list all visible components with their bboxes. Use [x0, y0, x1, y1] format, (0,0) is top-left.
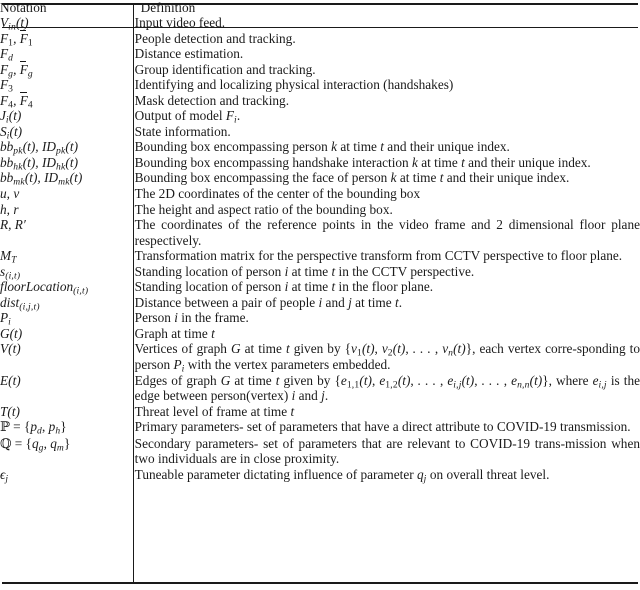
notation-cell-floor-location: floorLocation$_{(i,t)}$: [0, 279, 89, 297]
table-row: [0, 155, 640, 171]
definition-cell-r-rprime: The coordinates of the reference points in the video frame and 2 dimensional floor plane respectively.: [134, 217, 640, 248]
notation-cell-e-t: E(t): [0, 372, 21, 388]
definition-cell-floor-location: Standing location of person i at time t in the floor plane.: [134, 279, 434, 295]
definition-cell-v-t: Vertices of graph G at time t given by {$v_1(t)$, $v_2(t)$, . . . , $v_n(t)$}, each vertex corre‐sponding to person $P_i$ with the vertex parameters embedded.: [134, 341, 640, 375]
definition-cell-dist: Distance between a pair of people i and j at time t.: [134, 294, 403, 310]
definition-cell-si: State information.: [134, 123, 231, 139]
notation-cell-bb-pk: $bb_{pk}(t)$, $ID_{pk}(t)$: [0, 139, 78, 158]
definition-cell-mt: Transformation matrix for the perspective transform from CCTV perspective to floor plane.: [134, 248, 623, 264]
notation-cell-primary-params: ℙ = {$p_d$, $p_h$}: [0, 419, 67, 437]
definition-cell-secondary-params: Secondary parameters- set of parameters that are relevant to COVID-19 trans‐mission when two individuals are in close proximity.: [134, 435, 640, 467]
definition-cell-s-it: Standing location of person i at time t in the CCTV perspective.: [134, 263, 475, 279]
notation-cell-f3: $F_3$: [0, 77, 14, 95]
definition-cell-f1: People detection and tracking.: [134, 30, 296, 46]
table-row: [0, 93, 640, 109]
definition-cell-ji: Output of model $F_i$.: [134, 108, 241, 126]
notation-cell-pi: $P_i$: [0, 310, 11, 329]
table-row: [0, 326, 640, 342]
definition-cell-f3: Identifying and localizing physical interaction (handshakes): [134, 77, 454, 93]
table-row: [0, 419, 640, 436]
definition-cell-epsilon-j: Tuneable parameter dictating influence of parameter $q_j$ on overall threat level.: [134, 466, 550, 485]
notation-cell-fg: $F_g$, $F_g$: [0, 61, 33, 80]
table-row: [0, 467, 640, 483]
definition-cell-g-t: Graph at time t: [134, 325, 215, 341]
notation-cell-dist: dist$_{(i,j,t)}$: [0, 294, 40, 313]
notation-cell-r-rprime: R, R′: [0, 217, 26, 233]
notation-cell-h-r: h, r: [0, 201, 19, 217]
notation-cell-epsilon-j: $\epsilon_j$: [0, 466, 9, 485]
notation-cell-bb-mk: $bb_{mk}(t)$, $ID_{mk}(t)$: [0, 170, 83, 189]
table-row: [0, 404, 640, 420]
notation-cell-u-v: u, v: [0, 186, 20, 202]
definition-cell-u-v: The 2D coordinates of the center of the bounding box: [134, 186, 421, 202]
definition-cell-f4: Mask detection and tracking.: [134, 92, 290, 108]
table-row: [0, 46, 640, 62]
definition-cell-bb-mk: Bounding box encompassing the face of person k at time t and their unique index.: [134, 170, 570, 186]
definition-cell-bb-pk: Bounding box encompassing person k at time t and their unique index.: [134, 139, 510, 155]
table-row: [0, 62, 640, 78]
notation-cell-bb-hk: $bb_{hk}(t)$, $ID_{hk}(t)$: [0, 154, 78, 173]
table-row: [0, 264, 640, 280]
definition-cell-primary-params: Primary parameters- set of parameters that have a direct attribute to COVID-19 transmission.: [134, 419, 631, 435]
notation-cell-f1: $F_1$, $F_1$: [0, 30, 33, 49]
table-body: [0, 15, 640, 485]
table-row: [0, 436, 640, 467]
notation-cell-secondary-params: ℚ = {$q_g$, $q_m$}: [0, 435, 71, 454]
table-row: [0, 15, 640, 31]
notation-cell-ji: $J_i(t)$: [0, 108, 22, 126]
table-row: [0, 77, 640, 93]
table-row: [0, 248, 640, 264]
column-header-definition: Definition: [140, 0, 196, 15]
definition-cell-fg: Group identification and tracking.: [134, 61, 316, 77]
notation-cell-si: $S_i(t)$: [0, 123, 23, 142]
table-row: [0, 310, 640, 326]
notation-cell-g-t: G(t): [0, 325, 23, 341]
notation-cell-f4: $F_4$, $F_4$: [0, 92, 33, 111]
definition-cell-e-t: Edges of graph G at time t given by {$e_{1,1}(t)$, $e_{1,2}(t)$, . . . , $e_{i,j}(t)$, . . . , $e_{n,n}(t)$}, where $e_{i,j}$ is the edge between person(vertex) i and j.: [134, 372, 640, 404]
table-row: [0, 217, 640, 248]
table-row: [0, 108, 640, 124]
definition-cell-t-t: Threat level of frame at time t: [134, 403, 295, 419]
table-row: [0, 373, 640, 404]
table-row: [0, 279, 640, 295]
notation-cell-s-it: $s_{(i,t)}$: [0, 263, 21, 282]
table-row: [0, 31, 640, 47]
table-header: [0, 0, 640, 15]
definition-cell-h-r: The height and aspect ratio of the bounding box.: [134, 201, 393, 217]
definition-cell-v-in: Input video feed.: [134, 15, 226, 30]
table-row: [0, 186, 640, 202]
notation-cell-v-in: $V_{in}(t)$: [0, 15, 29, 33]
table-row: [0, 341, 640, 372]
notation-cell-v-t: V(t): [0, 341, 21, 357]
table-row: [0, 124, 640, 140]
column-header-notation: Notation: [0, 0, 47, 15]
table-row: [0, 170, 640, 186]
table-bottom-rule: [2, 582, 638, 584]
notation-cell-mt: $M_T$: [0, 248, 17, 266]
table-row: [0, 295, 640, 311]
definition-cell-fd: Distance estimation.: [134, 46, 244, 62]
definition-cell-pi: Person i in the frame.: [134, 310, 249, 326]
notation-cell-fd: $F_d$: [0, 46, 14, 64]
table-header-row: [0, 0, 640, 15]
notation-cell-t-t: T(t): [0, 403, 20, 419]
table-row: [0, 139, 640, 155]
table-row: [0, 202, 640, 218]
definition-cell-bb-hk: Bounding box encompassing handshake interaction k at time t and their unique index.: [134, 154, 591, 170]
